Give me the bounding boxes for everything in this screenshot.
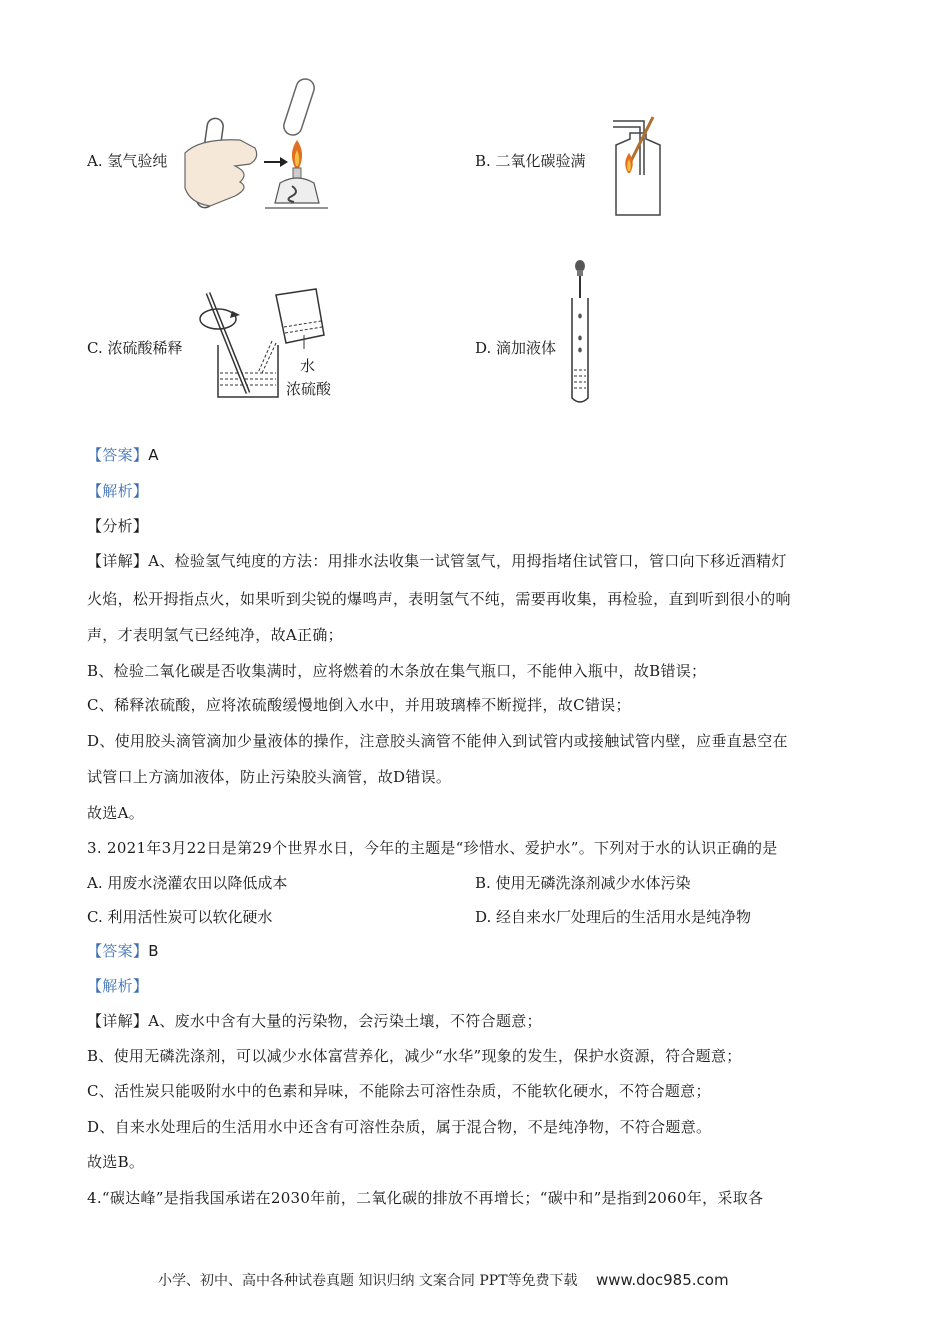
q3-option-d: D. 经自来水厂处理后的生活用水是纯净物 [475, 908, 752, 926]
q2-detail-line-2: 火焰，松开拇指点火，如果听到尖锐的爆鸣声，表明氢气不纯，需要再收集，再检验，直到听到很小的响 [87, 590, 791, 608]
option-c-label: C. 浓硫酸稀释 [87, 339, 183, 357]
option-d-label: D. 滴加液体 [475, 339, 557, 357]
q2-detail-line-3: 声，才表明氢气已经纯净，故A正确； [87, 626, 343, 644]
co2-full-test-figure [608, 115, 668, 220]
q3-detail-line-1 [87, 1010, 542, 1031]
q2-fenxi-tag: 【分析】 [87, 517, 149, 535]
q3-stem: 3. 2021年3月22日是第29个世界水日，今年的主题是“珍惜水、爱护水”。下列对于水的认识正确的是 [87, 839, 778, 857]
q2-detail-line-4: B、检验二氧化碳是否收集满时，应将燃着的木条放在集气瓶口，不能伸入瓶中，故B错误； [87, 662, 707, 680]
q3-answer-tag: 【答案】 [87, 942, 149, 960]
q2-detail-line-6: D、使用胶头滴管滴加少量液体的操作，注意胶头滴管不能伸入到试管内或接触试管内壁，应垂直悬空在 [87, 732, 788, 750]
q3-detail-line-2: B、使用无磷洗涤剂，可以减少水体富营养化，减少“水华”现象的发生，保护水资源，符合题意； [87, 1047, 742, 1065]
q3-detail-line-3: C、活性炭只能吸附水中的色素和异味，不能除去可溶性杂质，不能软化硬水，不符合题意； [87, 1082, 711, 1100]
q2-detail-line-7: 试管口上方滴加液体，防止污染胶头滴管，故D错误。 [87, 768, 452, 786]
option-b-label: B. 二氧化碳验满 [475, 152, 586, 170]
option-a-label: A. 氢气验纯 [87, 152, 168, 170]
q2-detail-line-5: C、稀释浓硫酸，应将浓硫酸缓慢地倒入水中，并用玻璃棒不断搅拌，故C错误； [87, 696, 631, 714]
q3-conclusion: 故选B。 [87, 1153, 145, 1171]
q3-detail-tag: 【详解】 [87, 1012, 149, 1030]
q3-detail-line-4: D、自来水处理后的生活用水中还含有可溶性杂质，属于混合物，不是纯净物，不符合题意。 [87, 1118, 712, 1136]
q3-option-c: C. 利用活性炭可以软化硬水 [87, 908, 273, 926]
q3-analysis-tag: 【解析】 [87, 977, 149, 995]
q2-detail-line-1 [87, 550, 787, 571]
footer-text: 小学、初中、高中各种试卷真题 知识归纳 文案合同 PPT等免费下载 [158, 1273, 578, 1289]
drip-liquid-figure [565, 258, 595, 408]
q2-detail-tag: 【详解】 [87, 552, 149, 570]
q2-answer-line [87, 444, 159, 465]
footer [158, 1270, 729, 1290]
q2-detail-text-1: A、检验氢气纯度的方法：用排水法收集一试管氢气，用拇指堵住试管口，管口向下移近酒精灯 [148, 552, 787, 570]
figure-c-water-label: 水 [300, 357, 316, 375]
q2-analysis-tag: 【解析】 [87, 482, 149, 500]
q3-answer-line [87, 940, 159, 961]
q2-answer-tag: 【答案】 [87, 446, 149, 464]
q2-conclusion: 故选A。 [87, 804, 145, 822]
hydrogen-purity-test-figure [180, 78, 330, 213]
q3-answer-value: B [148, 942, 159, 960]
q3-option-a: A. 用废水浇灌农田以降低成本 [87, 874, 288, 892]
q3-detail-text-1: A、废水中含有大量的污染物，会污染土壤，不符合题意； [148, 1012, 542, 1030]
q2-answer-value: A [148, 446, 159, 464]
footer-url-link[interactable]: www.doc985.com [595, 1271, 729, 1289]
figure-c-acid-label: 浓硫酸 [286, 380, 332, 398]
q3-option-b: B. 使用无磷洗涤剂减少水体污染 [475, 874, 691, 892]
q4-stem: 4.“碳达峰”是指我国承诺在2030年前，二氧化碳的排放不再增长；“碳中和”是指到2060年，采取各 [87, 1189, 764, 1207]
